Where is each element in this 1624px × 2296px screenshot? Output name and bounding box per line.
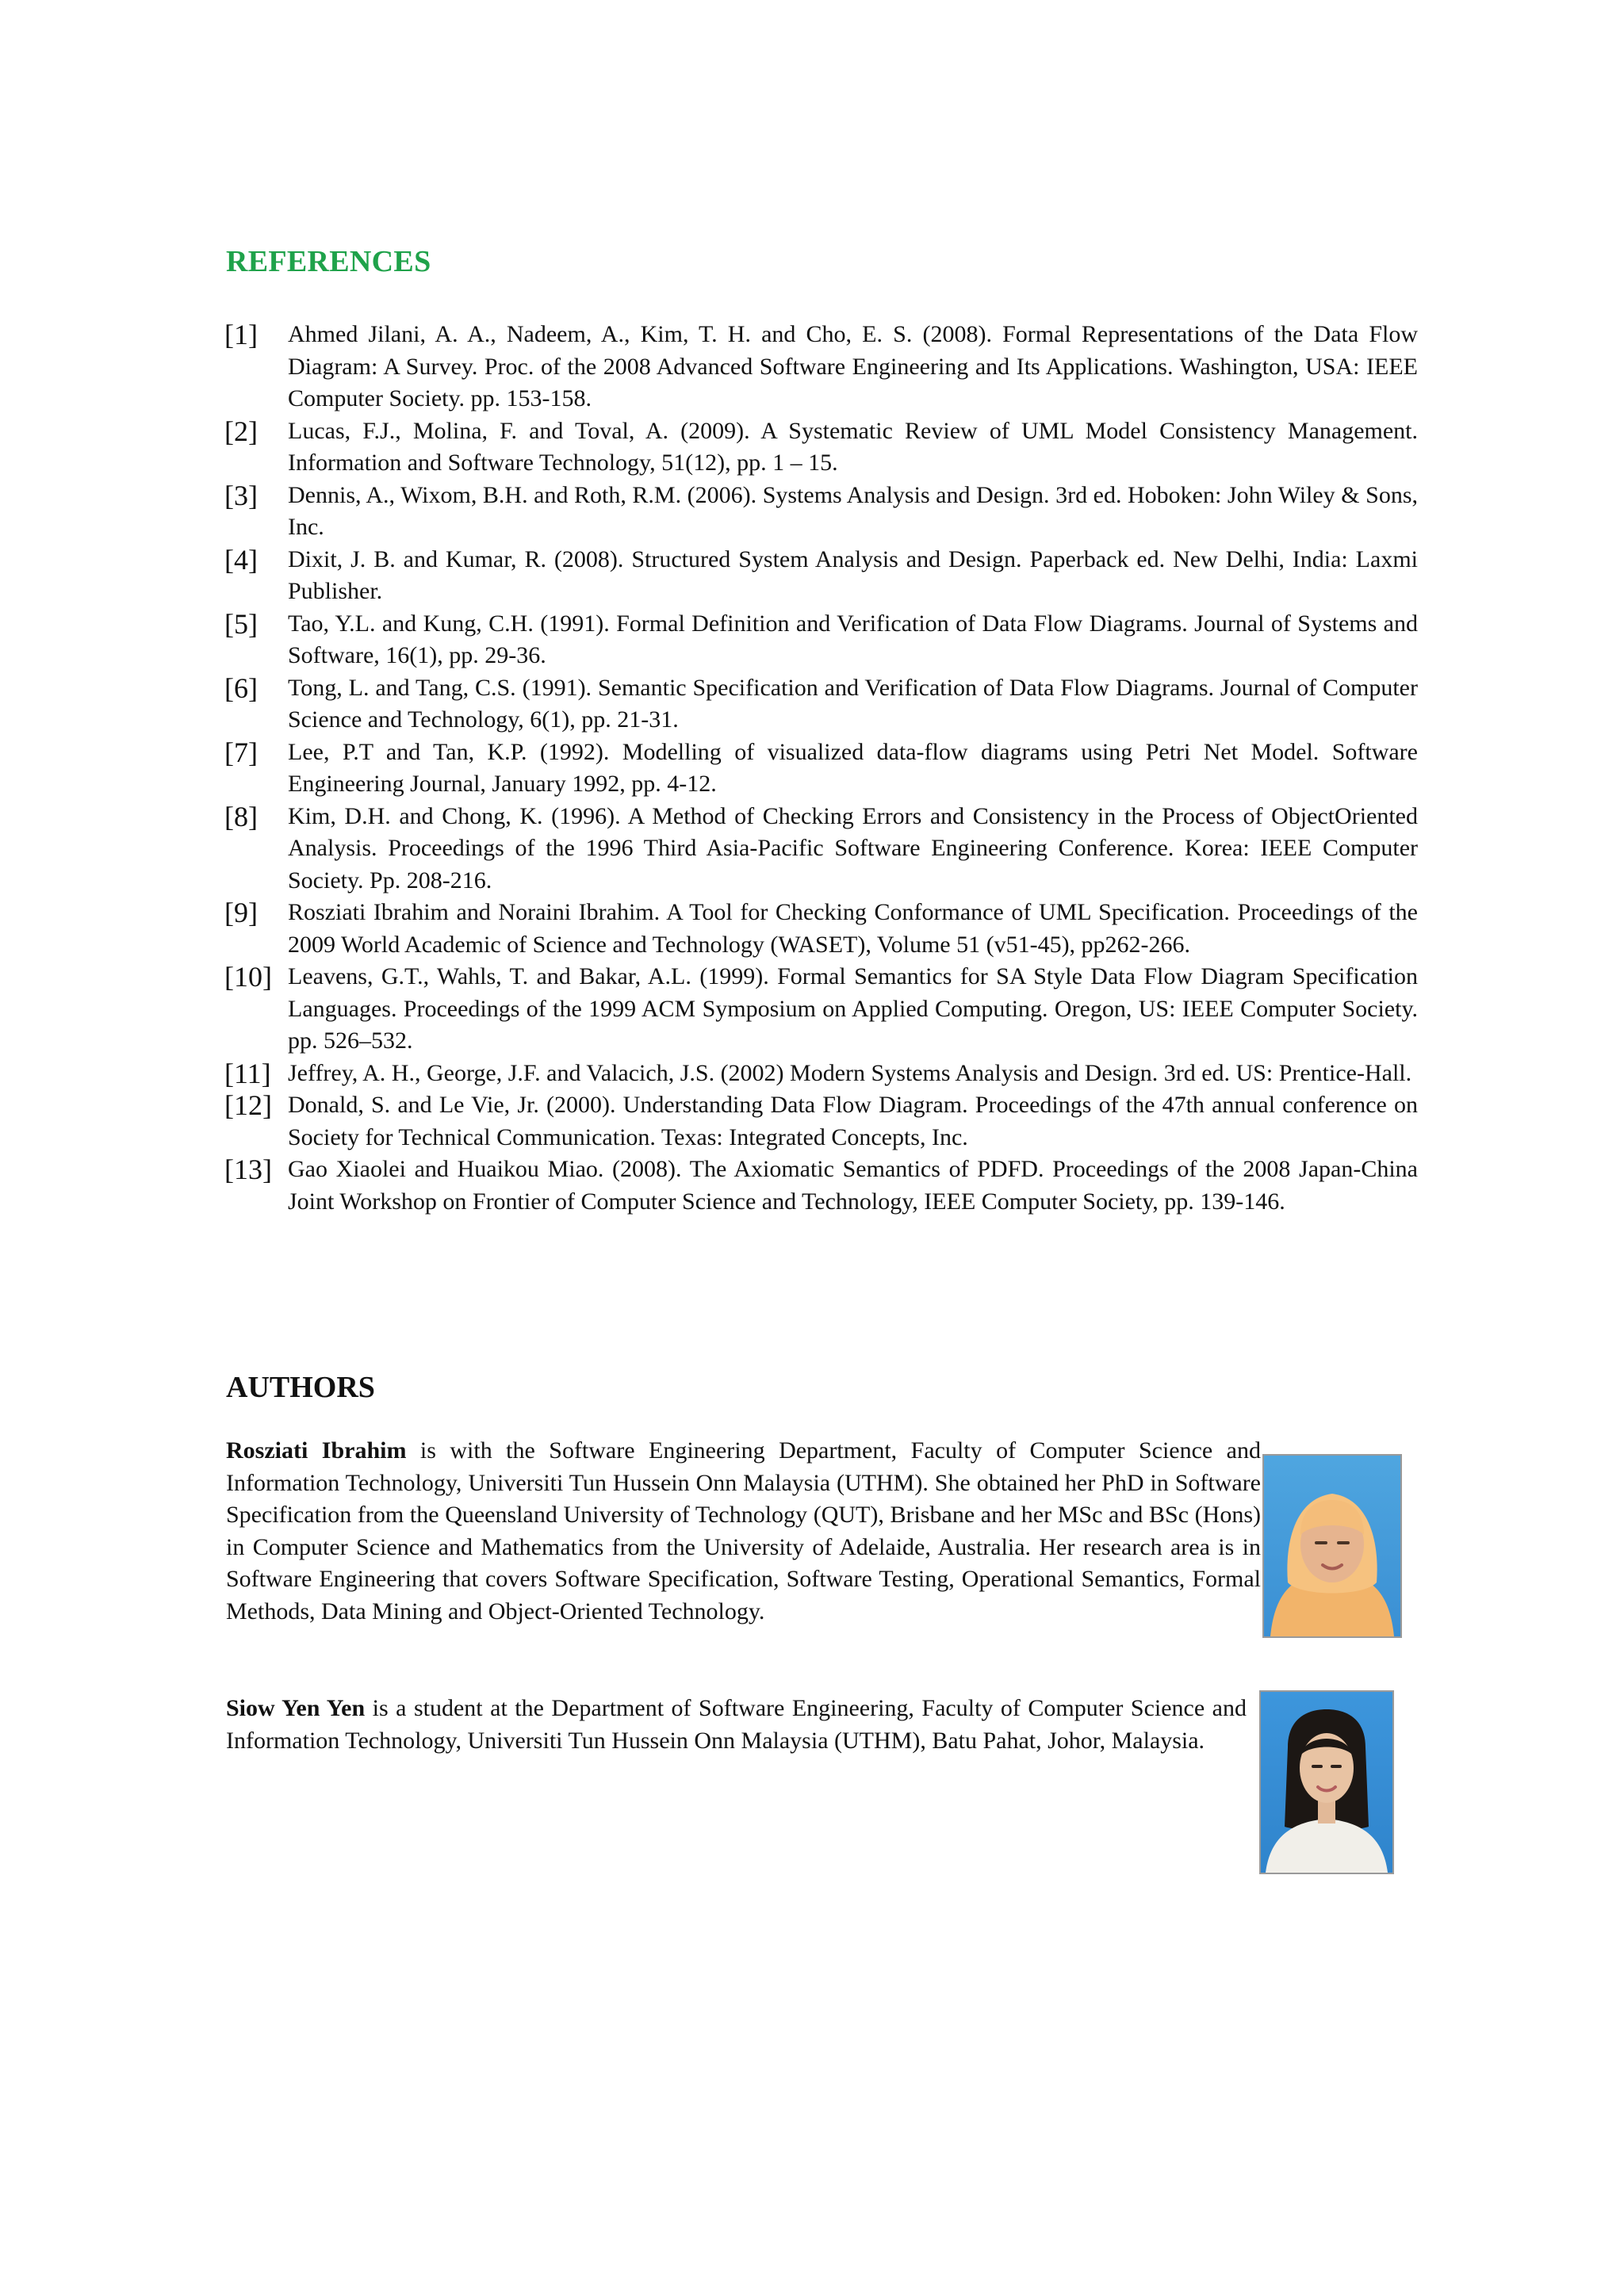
- reference-item: [224, 480, 1418, 544]
- reference-number: [7]: [224, 736, 258, 768]
- reference-number: [13]: [224, 1154, 272, 1185]
- author-bio-text: is a student at the Department of Software Engineering, Faculty of Computer Science and Information Technology, Universiti Tun Hussein Onn Malaysia (UTHM), Batu Pahat, Johor, Malaysia.: [226, 1695, 1247, 1754]
- reference-number: [2]: [224, 415, 258, 447]
- reference-number: [12]: [224, 1089, 272, 1121]
- reference-number: [6]: [224, 672, 258, 704]
- reference-text: Tong, L. and Tang, C.S. (1991). Semantic Specification and Verification of Data Flow Diagrams. Journal of Computer Science and Technology, 6(1), pp. 21-31.: [288, 674, 1418, 733]
- reference-text: Tao, Y.L. and Kung, C.H. (1991). Formal Definition and Verification of Data Flow Diagrams. Journal of Systems and Software, 16(1), pp. 29-36.: [288, 610, 1418, 668]
- reference-item: [224, 1154, 1418, 1218]
- reference-item: [224, 415, 1418, 480]
- reference-item: [224, 897, 1418, 961]
- author-name: Siow Yen Yen: [226, 1695, 366, 1721]
- reference-number: [3]: [224, 479, 258, 511]
- reference-text: Dixit, J. B. and Kumar, R. (2008). Structured System Analysis and Design. Paperback ed. New Delhi, India: Laxmi Publisher.: [288, 545, 1418, 604]
- authors-heading: AUTHORS: [226, 1371, 375, 1404]
- reference-text: Donald, S. and Le Vie, Jr. (2000). Understanding Data Flow Diagram. Proceedings of the 47th annual conference on Society for Technical Communication. Texas: Integrated Concepts, Inc.: [288, 1092, 1418, 1150]
- author-bio-text: is with the Software Engineering Department, Faculty of Computer Science and Information Technology, Universiti Tun Hussein Onn Malaysia (UTHM). She obtained her PhD in Software Specification from the Queensland University of Technology (QUT), Brisbane and her MSc and BSc (Hons) in Computer Science and Mathematics from the University of Adelaide, Australia. Her research area is in Software Engineering that covers Software Specification, Software Testing, Operational Semantics, Formal Methods, Data Mining and Object-Oriented Technology.: [226, 1437, 1261, 1624]
- reference-text: Dennis, A., Wixom, B.H. and Roth, R.M. (2006). Systems Analysis and Design. 3rd ed. Hoboken: John Wiley & Sons, Inc.: [288, 481, 1418, 540]
- reference-item: [224, 1089, 1418, 1154]
- reference-item: [224, 544, 1418, 608]
- author-bio: [226, 1435, 1261, 1628]
- reference-item: [224, 1058, 1418, 1090]
- author-portrait-photo: [1259, 1690, 1394, 1874]
- reference-number: [8]: [224, 800, 258, 832]
- author-name: Rosziati Ibrahim: [226, 1437, 407, 1464]
- author-portrait-photo: [1262, 1454, 1402, 1638]
- reference-text: Jeffrey, A. H., George, J.F. and Valacich, J.S. (2002) Modern Systems Analysis and Design. 3rd ed. US: Prentice-Hall.: [288, 1059, 1412, 1086]
- reference-item: [224, 801, 1418, 897]
- reference-item: [224, 672, 1418, 737]
- reference-number: [4]: [224, 543, 258, 576]
- reference-number: [1]: [224, 319, 258, 350]
- reference-list: [224, 319, 1418, 1218]
- reference-text: Gao Xiaolei and Huaikou Miao. (2008). The Axiomatic Semantics of PDFD. Proceedings of the 2008 Japan-China Joint Workshop on Frontier of Computer Science and Technology, IEEE Computer Society, pp. 139-146.: [288, 1156, 1418, 1215]
- reference-text: Lucas, F.J., Molina, F. and Toval, A. (2009). A Systematic Review of UML Model Consistency Management. Information and Software Technology, 51(12), pp. 1 – 15.: [288, 417, 1418, 476]
- reference-number: [11]: [224, 1057, 271, 1089]
- author-bio: [226, 1693, 1247, 1757]
- reference-text: Kim, D.H. and Chong, K. (1996). A Method of Checking Errors and Consistency in the Process of ObjectOriented Analysis. Proceedings of the 1996 Third Asia-Pacific Software Engineering Conference. Korea: IEEE Computer Society. Pp. 208-216.: [288, 802, 1418, 894]
- reference-number: [9]: [224, 897, 258, 928]
- references-heading: REFERENCES: [226, 245, 431, 278]
- reference-item: [224, 608, 1418, 672]
- reference-text: Ahmed Jilani, A. A., Nadeem, A., Kim, T. H. and Cho, E. S. (2008). Formal Representations of the Data Flow Diagram: A Survey. Proc. of the 2008 Advanced Software Engineering and Its Applications. Washington, USA: IEEE Computer Society. pp. 153-158.: [288, 321, 1418, 411]
- reference-number: [5]: [224, 607, 258, 640]
- reference-item: [224, 319, 1418, 415]
- reference-number: [10]: [224, 961, 272, 993]
- reference-text: Rosziati Ibrahim and Noraini Ibrahim. A Tool for Checking Conformance of UML Specification. Proceedings of the 2009 World Academic of Science and Technology (WASET), Volume 51 (v51-45), pp262-266.: [288, 899, 1418, 958]
- reference-item: [224, 737, 1418, 801]
- reference-item: [224, 961, 1418, 1058]
- reference-text: Lee, P.T and Tan, K.P. (1992). Modelling of visualized data-flow diagrams using Petri Net Model. Software Engineering Journal, January 1992, pp. 4-12.: [288, 738, 1418, 797]
- reference-text: Leavens, G.T., Wahls, T. and Bakar, A.L. (1999). Formal Semantics for SA Style Data Flow Diagram Specification Languages. Proceedings of the 1999 ACM Symposium on Applied Computing. Oregon, US: IEEE Computer Society. pp. 526–532.: [288, 963, 1418, 1054]
